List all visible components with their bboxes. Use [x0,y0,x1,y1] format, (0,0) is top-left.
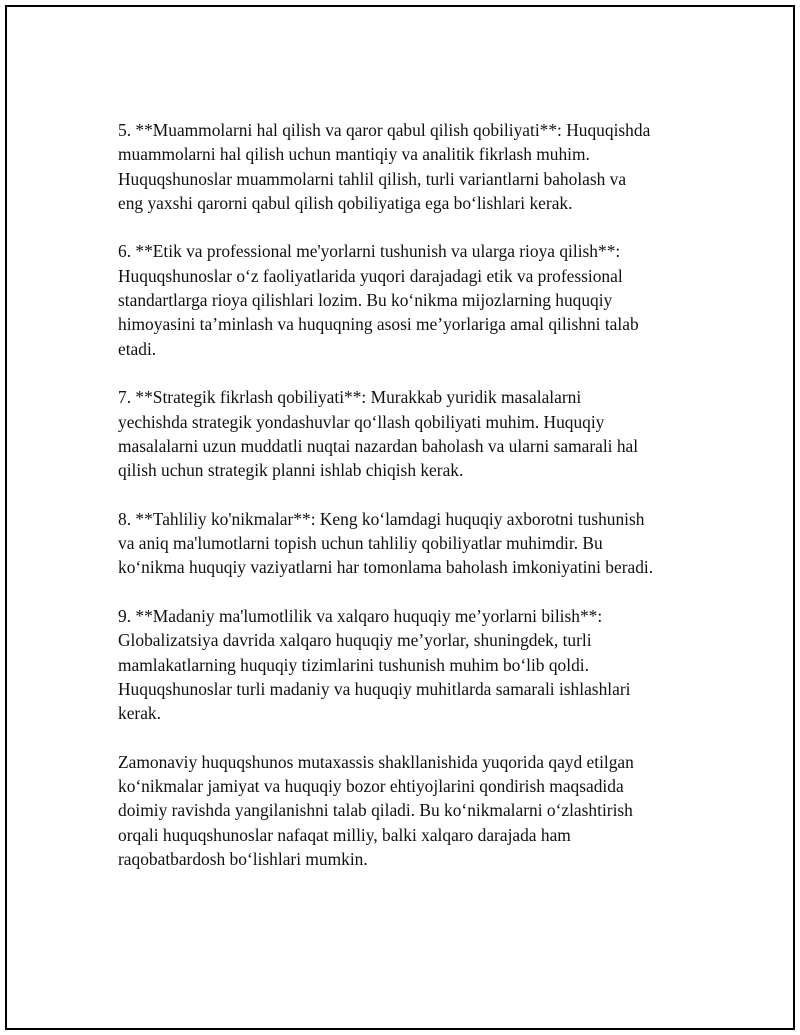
paragraph-item-8: 8. **Tahliliy ko'nikmalar**: Keng ko‘lamdagi huquqiy axborotni tushunish va aniq ma'lumotlarni topish uchun tahliliy qobiliyatlar muhimdir. Bu ko‘nikma huquqiy vaziyatlarni har tomonlama baholash imkoniyatini beradi. [118,508,654,578]
document-body [118,118,698,896]
conclusion-paragraph: Zamonaviy huquqshunos mutaxassis shakllanishida yuqorida qayd etilgan ko‘nikmalar jamiyat va huquqiy bozor ehtiyojlarini qondirish maqsadida doimiy ravishda yangilanishni talab qiladi. Bu ko‘nikmalarni o‘zlashtirish orqali huquqshunoslar nafaqat milliy, balki xalqaro darajada ham raqobatbardosh bo‘lishlari mumkin. [118,751,634,869]
paragraph-item-5: 5. **Muammolarni hal qilish va qaror qabul qilish qobiliyati**: Huquqishda muammolarni hal qilish uchun mantiqiy va analitik fikrlash muhim. Huquqshunoslar muammolarni tahlil qilish, turli variantlarni baholash va eng yaxshi qarorni qabul qilish qobiliyatiga ega bo‘lishlari kerak. [118,120,651,213]
paragraph-item-7: 7. **Strategik fikrlash qobiliyati**: Murakkab yuridik masalalarni yechishda strategik yondashuvlar qo‘llash qobiliyati muhim. Huquqiy masalalarni uzun muddatli nuqtai nazardan baholash va ularni samarali hal qilish uchun strategik planni ishlab chiqish kerak. [118,387,639,481]
paragraph-item-9: 9. **Madaniy ma'lumotlilik va xalqaro huquqiy me’yorlarni bilish**: Globalizatsiya davrida xalqaro huquqiy me’yorlar, shuningdek, turli mamlakatlarning huquqiy tizimlarini tushunish muhim bo‘lib qoldi. Huquqshunoslar turli madaniy va huquqiy muhitlarda samarali ishlashlari kerak. [118,605,631,724]
paragraph-item-6: 6. **Etik va professional me'yorlarni tushunish va ularga rioya qilish**: Huquqshunoslar o‘z faoliyatlarida yuqori darajadagi etik va professional standartlarga rioya qilishlari lozim. Bu ko‘nikma mijozlarning huquqiy himoyasini ta’minlash va huquqning asosi me’yorlariga amal qilishni talab etadi. [118,241,639,359]
